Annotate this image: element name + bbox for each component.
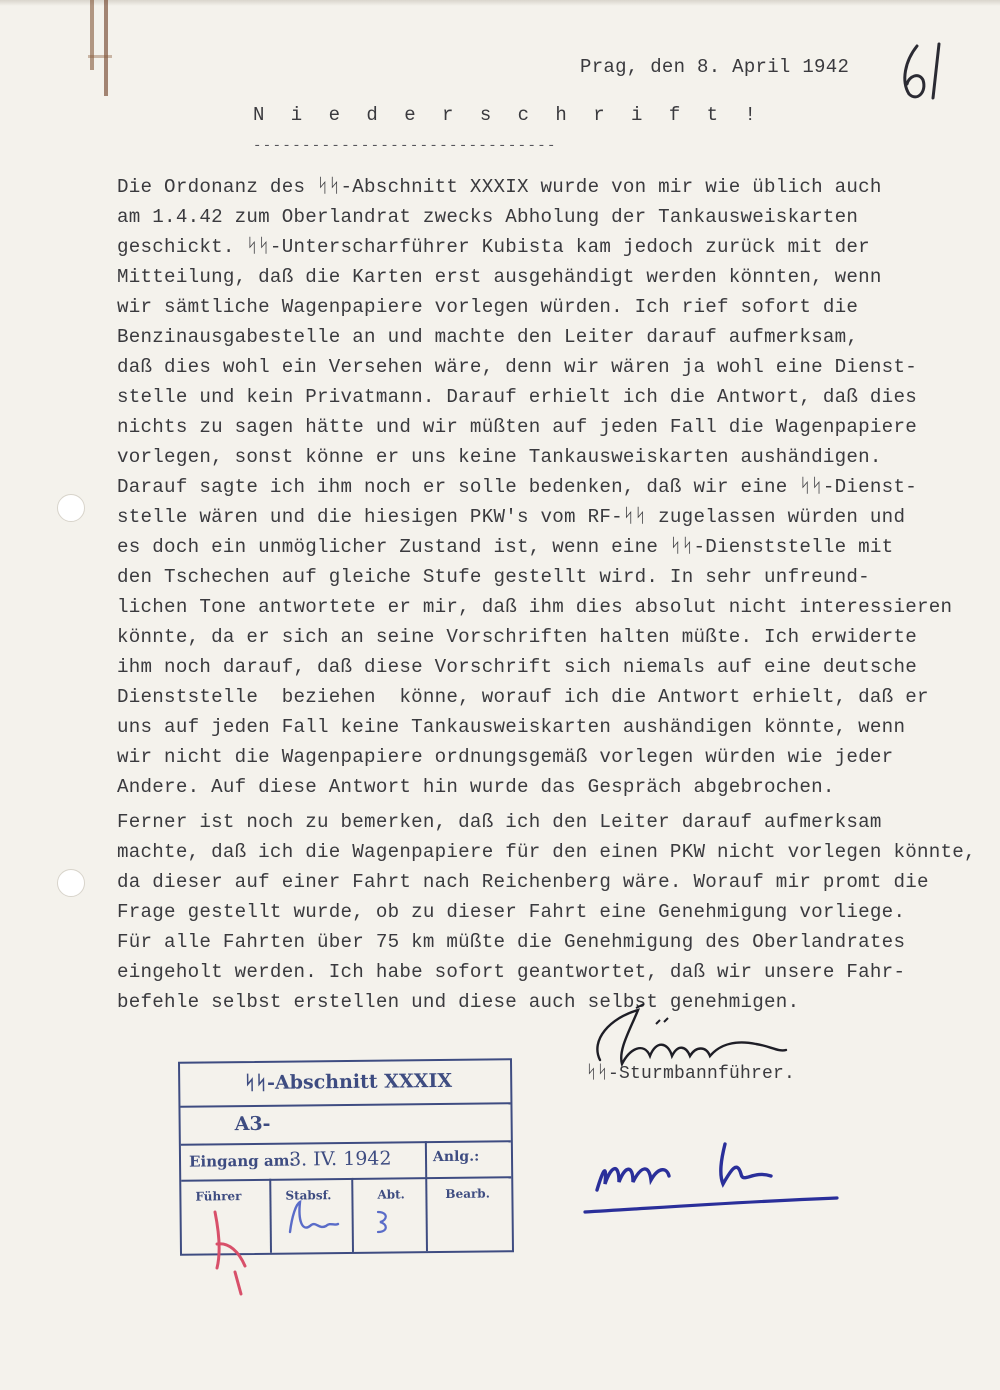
punch-hole xyxy=(57,494,85,522)
stamp-title-row xyxy=(180,1060,510,1107)
text-line: es doch ein unmöglicher Zustand ist, wenn eine ᛋᛋ-Dienststelle mit xyxy=(117,536,894,558)
text-line: uns auf jeden Fall keine Tankausweiskarten aushändigen könnte, wenn xyxy=(117,716,906,738)
stamp-divider xyxy=(425,1141,427,1177)
page-edge-shadow xyxy=(0,0,1000,6)
text-line: wir sämtliche Wagenpapiere vorlegen würden. Ich rief sofort die xyxy=(117,296,859,318)
stamp-ref-row xyxy=(180,1102,510,1145)
stamp-divider xyxy=(351,1178,354,1252)
text-line: Die Ordonanz des ᛋᛋ-Abschnitt XXXIX wurde von mir wie üblich auch xyxy=(117,176,882,198)
text-line: Ferner ist noch zu bemerken, daß ich den Leiter darauf aufmerksam xyxy=(117,811,882,833)
text-line: Benzinausgabestelle an und machte den Leiter darauf aufmerksam, xyxy=(117,326,859,348)
received-date: 3. IV. 1942 xyxy=(288,1147,392,1171)
stamp-received-row xyxy=(181,1140,511,1181)
text-line: lichen Tone antwortete er mir, daß ihm dies absolut nicht interessieren xyxy=(117,596,953,618)
text-line: eingeholt werden. Ich habe sofort geantwortet, daß wir unsere Fahr- xyxy=(117,961,906,983)
punch-hole xyxy=(57,869,85,897)
received-label: Eingang am: xyxy=(188,1151,296,1171)
text-line: Darauf sagte ich ihm noch er solle bedenken, daß wir eine ᛋᛋ-Dienst- xyxy=(117,476,917,498)
text-line: Für alle Fahrten über 75 km müßte die Genehmigung des Oberlandrates xyxy=(117,931,906,953)
staple-mark-icon xyxy=(86,0,116,105)
text-line: geschickt. ᛋᛋ-Unterscharführer Kubista kam jedoch zurück mit der xyxy=(117,236,870,258)
text-line: Mitteilung, daß die Karten erst ausgehändigt werden könnten, wenn xyxy=(117,266,882,288)
routing-col-staff: Stabsf. xyxy=(285,1188,332,1203)
paragraph-1 xyxy=(117,172,977,802)
text-line: den Tschechen auf gleiche Stufe gestellt wird. In sehr unfreund- xyxy=(117,566,870,588)
stamp-divider xyxy=(269,1179,272,1253)
text-line: nichts zu sagen hätte und wir müßten auf jeden Fall die Wagenpapiere xyxy=(117,416,917,438)
text-line: wir nicht die Wagenpapiere ordnungsgemäß vorlegen würden wie jeder xyxy=(117,746,894,768)
text-line: ihm noch darauf, daß diese Vorschrift sich niemals auf eine deutsche xyxy=(117,656,917,678)
text-line: am 1.4.42 zum Oberlandrat zwecks Abholung der Tankausweiskarten xyxy=(117,206,859,228)
routing-col-dept: Abt. xyxy=(377,1187,405,1202)
text-line: Frage gestellt wurde, ob zu dieser Fahrt eine Genehmigung vorliege. xyxy=(117,901,906,923)
text-line: Andere. Auf diese Antwort hin wurde das Gespräch abgebrochen. xyxy=(117,776,835,798)
text-line: stelle wären und die hiesigen PKW's vom RF-ᛋᛋ zugelassen würden und xyxy=(117,506,906,528)
paragraph-2 xyxy=(117,807,977,1017)
stamp-title: ᛋᛋ-Abschnitt XXXIX xyxy=(244,1069,453,1095)
title-underline: ------------------------------- xyxy=(253,138,557,154)
pencil-mark-icon xyxy=(372,1206,396,1236)
attachments-label: Anlg.: xyxy=(432,1148,480,1166)
blue-ink-annotation-icon xyxy=(575,1130,855,1220)
text-line: Dienststelle beziehen könne, worauf ich die Antwort erhielt, daß er xyxy=(117,686,929,708)
text-line: daß dies wohl ein Versehen wäre, denn wir wären ja wohl eine Dienst- xyxy=(117,356,917,378)
routing-col-leader: Führer xyxy=(195,1189,242,1204)
signatory-rank: ᛋᛋ-Sturmbannführer. xyxy=(586,1064,796,1084)
text-line: befehle selbst erstellen und diese auch selbst genehmigen. xyxy=(117,991,800,1013)
stamp-ref: A3- xyxy=(234,1112,271,1136)
blue-pencil-initials-icon xyxy=(282,1196,342,1246)
handwritten-page-number-icon xyxy=(895,36,955,106)
document-title: N i e d e r s c h r i f t ! xyxy=(253,104,764,126)
text-line: vorlegen, sonst könne er uns keine Tankausweiskarten aushändigen. xyxy=(117,446,882,468)
text-line: könnte, da er sich an seine Vorschriften halten müßte. Ich erwiderte xyxy=(117,626,917,648)
routing-col-processor: Bearb. xyxy=(445,1186,490,1201)
date-line: Prag, den 8. April 1942 xyxy=(580,56,850,78)
text-line: stelle und kein Privatmann. Darauf erhielt ich die Antwort, daß dies xyxy=(117,386,917,408)
text-line: machte, daß ich die Wagenpapiere für den einen PKW nicht vorlegen könnte, xyxy=(117,841,976,863)
red-pencil-mark-icon xyxy=(205,1208,255,1298)
stamp-divider xyxy=(425,1177,428,1251)
text-line: da dieser auf einer Fahrt nach Reichenberg wäre. Worauf mir promt die xyxy=(117,871,929,893)
